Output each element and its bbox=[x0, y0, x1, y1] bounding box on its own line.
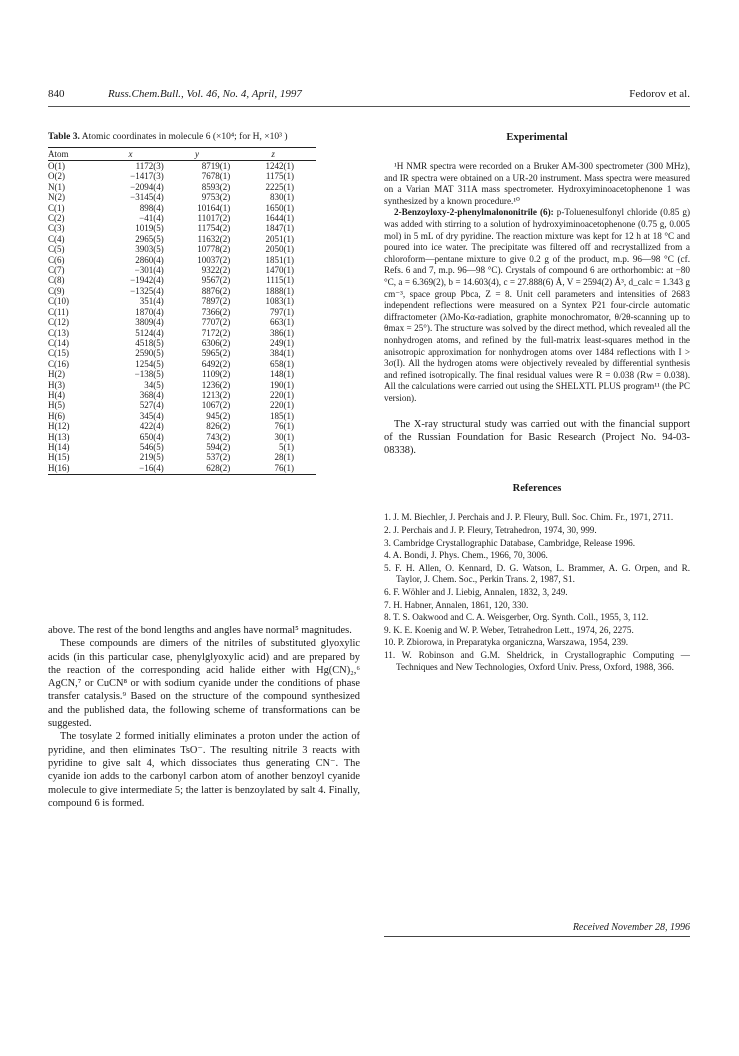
table-header-row bbox=[48, 148, 316, 161]
references-heading: References bbox=[512, 483, 562, 495]
cell-atom: C(6) bbox=[48, 254, 65, 265]
cell-atom: O(1) bbox=[48, 161, 65, 171]
cell-atom: C(15) bbox=[48, 348, 69, 359]
cell-atom: H(16) bbox=[48, 463, 97, 475]
table-row bbox=[48, 338, 316, 348]
cell-z: 2051(1) bbox=[265, 233, 294, 244]
cell-z: 76(1) bbox=[230, 463, 316, 475]
cell-atom: C(1) bbox=[48, 202, 65, 213]
cell-x: 1019(5) bbox=[135, 223, 164, 234]
cell-x: 1172(3) bbox=[135, 161, 164, 171]
cell-z: 5(1) bbox=[279, 441, 294, 452]
table-row bbox=[48, 328, 316, 338]
cell-z: 1083(1) bbox=[265, 296, 294, 307]
cell-x: 3903(5) bbox=[135, 244, 164, 255]
cell-atom: C(8) bbox=[48, 275, 65, 286]
table-row bbox=[48, 348, 316, 358]
cell-z: 1470(1) bbox=[265, 265, 294, 276]
table-row bbox=[48, 432, 316, 442]
cell-z: 2050(1) bbox=[265, 244, 294, 255]
cell-y: 1213(2) bbox=[201, 389, 231, 400]
table-row bbox=[48, 182, 316, 192]
reference-item: 6. F. Wöhler and J. Liebig, Annalen, 1832, 3, 249. bbox=[384, 587, 568, 598]
column-header-y: y bbox=[164, 148, 230, 161]
discussion-text bbox=[48, 624, 360, 810]
cell-atom: N(2) bbox=[48, 192, 65, 203]
table-row bbox=[48, 317, 316, 327]
cell-x: 422(4) bbox=[139, 421, 164, 432]
cell-z: 1644(1) bbox=[265, 213, 294, 224]
cell-atom: H(12) bbox=[48, 421, 70, 432]
table-row bbox=[48, 307, 316, 317]
cell-atom: H(2) bbox=[48, 369, 65, 380]
cell-x: 345(4) bbox=[139, 410, 164, 421]
cell-z: 1115(1) bbox=[266, 275, 294, 286]
cell-x: 5124(4) bbox=[135, 327, 164, 338]
cell-z: 249(1) bbox=[270, 337, 294, 348]
cell-atom: H(5) bbox=[48, 400, 65, 411]
column-header-z: z bbox=[230, 148, 316, 161]
cell-x: −138(5) bbox=[134, 369, 164, 380]
cell-y: 594(2) bbox=[206, 441, 231, 452]
cell-y: 7707(2) bbox=[201, 317, 231, 328]
table-row bbox=[48, 442, 316, 452]
running-author: Fedorov et al. bbox=[629, 88, 690, 100]
cell-y: 11632(2) bbox=[197, 233, 231, 244]
cell-y: 10164(1) bbox=[197, 202, 231, 213]
cell-y: 826(2) bbox=[206, 421, 231, 432]
cell-atom: H(6) bbox=[48, 410, 65, 421]
cell-x: 3809(4) bbox=[135, 317, 164, 328]
acknowledgment: The X-ray structural study was carried out with the financial support of the Russian Foundation for Basic Research (Project No. 94-03-08338). bbox=[384, 419, 690, 457]
cell-atom: H(3) bbox=[48, 379, 65, 390]
cell-z: 2225(1) bbox=[265, 181, 294, 192]
cell-y: 11754(2) bbox=[197, 223, 231, 234]
table-row bbox=[48, 203, 316, 213]
cell-atom: C(4) bbox=[48, 233, 65, 244]
experimental-paragraph bbox=[384, 207, 690, 404]
cell-y: 8719(1) bbox=[201, 161, 231, 171]
table-row bbox=[48, 400, 316, 410]
table-row bbox=[48, 411, 316, 421]
cell-z: 30(1) bbox=[274, 431, 294, 442]
cell-z: 1847(1) bbox=[265, 223, 294, 234]
table-body bbox=[48, 161, 316, 475]
table-row bbox=[48, 463, 316, 475]
paragraph: above. The rest of the bond lengths and angles have normal⁵ magnitudes. bbox=[48, 625, 352, 636]
reference-item: 4. A. Bondi, J. Phys. Chem., 1966, 70, 3006. bbox=[384, 550, 548, 561]
cell-z: 384(1) bbox=[270, 348, 294, 359]
cell-x: 368(4) bbox=[139, 389, 164, 400]
cell-y: 8593(2) bbox=[201, 181, 231, 192]
cell-atom: H(13) bbox=[48, 431, 70, 442]
cell-x: 219(5) bbox=[139, 452, 164, 463]
table-row bbox=[48, 223, 316, 233]
cell-y: 9753(2) bbox=[201, 192, 231, 203]
cell-z: 830(1) bbox=[270, 192, 294, 203]
atomic-coordinates-table bbox=[48, 147, 316, 475]
table-caption-label: Table 3. bbox=[48, 132, 80, 142]
cell-y: 945(2) bbox=[206, 410, 231, 421]
table-row bbox=[48, 390, 316, 400]
reference-item: 9. K. E. Koenig and W. P. Weber, Tetrahedron Lett., 1974, 26, 2275. bbox=[384, 624, 634, 635]
reference-item: 3. Cambridge Crystallographic Database, Cambridge, Release 1996. bbox=[384, 537, 636, 548]
reference-item: 10. P. Zbiorowa, in Preparatyka organiczna, Warszawa, 1954, 239. bbox=[384, 637, 629, 648]
cell-x: −41(4) bbox=[139, 213, 164, 224]
table-row bbox=[48, 452, 316, 462]
cell-y: 628(2) bbox=[164, 463, 230, 475]
paragraph: The tosylate 2 formed initially eliminates a proton under the action of pyridine, and then eliminates TsO⁻. The resulting nitrile 3 reacts with pyridine to give salt 4, which dissociates thus generating CN⁻. The cyanide ion adds to the carbonyl carbon atom of another benzoyl cyanide molecule to give intermediate 5; the latter is benzoylated by salt 4. Finally, compound 6 is formed. bbox=[48, 731, 360, 809]
cell-y: 7172(2) bbox=[201, 327, 231, 338]
cell-x: 34(5) bbox=[144, 379, 164, 390]
table-row bbox=[48, 421, 316, 431]
table-caption bbox=[48, 132, 360, 143]
cell-z: 797(1) bbox=[270, 306, 294, 317]
right-column bbox=[384, 132, 690, 674]
table-row bbox=[48, 275, 316, 285]
cell-z: 28(1) bbox=[274, 452, 294, 463]
cell-z: 663(1) bbox=[270, 317, 294, 328]
cell-y: 1067(2) bbox=[201, 400, 231, 411]
page-number: 840 bbox=[48, 88, 65, 100]
compound-title: 2-Benzoyloxy-2-phenylmalononitrile (6): bbox=[394, 207, 554, 218]
cell-y: 10778(2) bbox=[197, 244, 231, 255]
cell-y: 9322(2) bbox=[201, 265, 231, 276]
column-header-atom: Atom bbox=[48, 148, 97, 161]
cell-x: 2590(5) bbox=[135, 348, 164, 359]
reference-item: 11. W. Robinson and G.M. Sheldrick, in Crystallographic Computing — Techniques and New Technologies, Oxford Univ. Press, Oxford, 1988, 366. bbox=[384, 650, 690, 672]
cell-z: 185(1) bbox=[270, 410, 294, 421]
cell-atom: C(3) bbox=[48, 223, 65, 234]
table-row bbox=[48, 244, 316, 254]
cell-y: 537(2) bbox=[206, 452, 231, 463]
cell-x: −301(4) bbox=[134, 265, 164, 276]
table-caption-text: Atomic coordinates in molecule 6 (×10⁴; for H, ×10³ ) bbox=[81, 132, 288, 142]
experimental-heading: Experimental bbox=[506, 132, 568, 143]
cell-atom: O(2) bbox=[48, 171, 65, 182]
cell-atom: N(1) bbox=[48, 181, 65, 192]
cell-atom: C(12) bbox=[48, 317, 69, 328]
reference-item: 2. J. Perchais and J. P. Fleury, Tetrahedron, 1974, 30, 999. bbox=[384, 525, 597, 536]
cell-x: 898(4) bbox=[139, 202, 164, 213]
table-row bbox=[48, 171, 316, 181]
cell-y: 1236(2) bbox=[201, 379, 231, 390]
cell-atom: H(15) bbox=[48, 452, 70, 463]
reference-list bbox=[384, 512, 690, 673]
cell-atom: H(14) bbox=[48, 441, 70, 452]
cell-x: −16(4) bbox=[97, 463, 163, 475]
cell-x: 546(5) bbox=[139, 441, 164, 452]
table-row bbox=[48, 286, 316, 296]
cell-y: 7897(2) bbox=[201, 296, 231, 307]
cell-atom: H(4) bbox=[48, 389, 65, 400]
experimental-paragraph: ¹H NMR spectra were recorded on a Bruker AM-300 spectrometer (300 MHz), and IR spectra were obtained on a UR-20 instrument. Mass spectra were measured on a Varian MAT 311A mass spectrometer. Hydroxyiminoacetophenone 1 was synthesized by a known procedure.¹⁰ bbox=[384, 161, 690, 206]
left-column bbox=[48, 132, 360, 475]
table-row bbox=[48, 380, 316, 390]
cell-y: 10037(2) bbox=[197, 254, 231, 265]
cell-z: 658(1) bbox=[270, 358, 294, 369]
cell-z: 76(1) bbox=[274, 421, 294, 432]
paragraph: These compounds are dimers of the nitriles of substituted glyoxylic acids (in this particular case, phenylglyoxylic acid) and are prepared by the reaction of the corresponding acid halide either with Hg(CN)₂,⁶ AgCN,⁷ or CuCN⁸ or with sodium cyanide under the conditions of phase transfer catalysis.⁹ Based on the structure of the compound synthesized and the published data, the following scheme of transformations can be suggested. bbox=[48, 638, 360, 730]
cell-atom: C(9) bbox=[48, 285, 65, 296]
cell-y: 743(2) bbox=[206, 431, 231, 442]
cell-x: 527(4) bbox=[139, 400, 164, 411]
cell-z: 386(1) bbox=[270, 327, 294, 338]
cell-y: 11017(2) bbox=[197, 213, 231, 224]
cell-atom: C(11) bbox=[48, 306, 69, 317]
reference-item: 1. J. M. Biechler, J. Perchais and J. P. Fleury, Bull. Soc. Chim. Fr., 1971, 2711. bbox=[384, 512, 674, 523]
cell-y: 5965(2) bbox=[201, 348, 231, 359]
cell-x: 2860(4) bbox=[135, 254, 164, 265]
cell-z: 1851(1) bbox=[265, 254, 294, 265]
cell-z: 1650(1) bbox=[265, 202, 294, 213]
table-row bbox=[48, 234, 316, 244]
table-row bbox=[48, 161, 316, 172]
cell-x: −2094(4) bbox=[130, 181, 164, 192]
cell-z: 220(1) bbox=[270, 400, 294, 411]
cell-y: 6306(2) bbox=[201, 337, 231, 348]
cell-atom: C(10) bbox=[48, 296, 69, 307]
cell-x: 650(4) bbox=[139, 431, 164, 442]
table-row bbox=[48, 359, 316, 369]
journal-citation: Russ.Chem.Bull., Vol. 46, No. 4, April, 1997 bbox=[108, 88, 302, 100]
cell-atom: C(13) bbox=[48, 327, 69, 338]
cell-z: 148(1) bbox=[270, 369, 294, 380]
table-row bbox=[48, 369, 316, 379]
reference-item: 8. T. S. Oakwood and C. A. Weisgerber, Org. Synth. Coll., 1955, 3, 112. bbox=[384, 612, 649, 623]
cell-x: 1254(5) bbox=[135, 358, 164, 369]
cell-x: −1325(4) bbox=[130, 285, 164, 296]
cell-z: 1175(1) bbox=[265, 171, 294, 182]
cell-x: 2965(5) bbox=[135, 233, 164, 244]
cell-x: 351(4) bbox=[139, 296, 164, 307]
table-row bbox=[48, 213, 316, 223]
cell-x: 4518(5) bbox=[135, 337, 164, 348]
cell-x: −1942(4) bbox=[130, 275, 164, 286]
cell-x: −1417(3) bbox=[130, 171, 164, 182]
cell-z: 1242(1) bbox=[265, 161, 294, 171]
cell-y: 7678(1) bbox=[201, 171, 231, 182]
cell-x: −3145(4) bbox=[130, 192, 164, 203]
table-row bbox=[48, 296, 316, 306]
procedure-text: p-Toluenesulfonyl chloride (0.85 g) was added with stirring to a solution of hydroxyiminoacetophenone (0.75 g, 0.005 mol) in 5 mL of dry pyridine. The reaction mixture was kept for 12 h at 18 °C and poured into ice water. The precipitate was filtered off and recrystallized from a chloroform—pentane mixture to give 0.2 g of the product, m.p. 96—98 °C (cf. Refs. 6 and 7, m.p. 96—98 °C). Crystals of compound 6 are orthorhombic: at −80 °C, a = 6.369(2), b = 14.603(4), c = 27.888(6) Å, V = 2594(2) Å³, d_calc = 1.343 g cm⁻³, space group Pbca, Z = 8. Unit cell parameters and intensities of 2683 independent reflections were measured on a Syntex P21 four-circle automatic diffractometer (λMo-Kα-radiation, graphite monochromator, θ/2θ-scanning up to θmax = 25°). The structure was solved by the direct method, which revealed all the nonhydrogen atoms, and refined by the full-matrix least-squares method in the anisotropic approximation for nonhydrogen atoms over 1484 reflections with I > 3σ(I). All the hydrogen atoms were objectively revealed by differential synthesis and refined isotropically. The final residual values were R = 0.038 (Rw = 0.038). All the calculations were carried out using the SHELXTL PLUS program¹¹ (the PC version). bbox=[384, 207, 691, 403]
table-row bbox=[48, 192, 316, 202]
cell-atom: C(14) bbox=[48, 337, 69, 348]
cell-y: 1109(2) bbox=[202, 369, 231, 380]
cell-y: 9567(2) bbox=[201, 275, 231, 286]
cell-z: 190(1) bbox=[270, 379, 294, 390]
cell-atom: C(7) bbox=[48, 265, 65, 276]
cell-atom: C(2) bbox=[48, 213, 65, 224]
cell-y: 8876(2) bbox=[201, 285, 231, 296]
cell-atom: C(5) bbox=[48, 244, 65, 255]
table-row bbox=[48, 265, 316, 275]
received-date: Received November 28, 1996 bbox=[384, 922, 690, 937]
reference-item: 7. H. Habner, Annalen, 1861, 120, 330. bbox=[384, 599, 529, 610]
cell-x: 1870(4) bbox=[135, 306, 164, 317]
cell-y: 7366(2) bbox=[201, 306, 231, 317]
table-row bbox=[48, 255, 316, 265]
cell-y: 6492(2) bbox=[201, 358, 231, 369]
running-header bbox=[48, 88, 690, 107]
column-header-x: x bbox=[97, 148, 163, 161]
reference-item: 5. F. H. Allen, O. Kennard, D. G. Watson, L. Brammer, A. G. Orpen, and R. Taylor, J. Chem. Soc., Perkin Trans. 2, 1987, S1. bbox=[384, 562, 690, 585]
cell-z: 1888(1) bbox=[265, 285, 294, 296]
cell-atom: C(16) bbox=[48, 358, 69, 369]
cell-z: 220(1) bbox=[270, 389, 294, 400]
